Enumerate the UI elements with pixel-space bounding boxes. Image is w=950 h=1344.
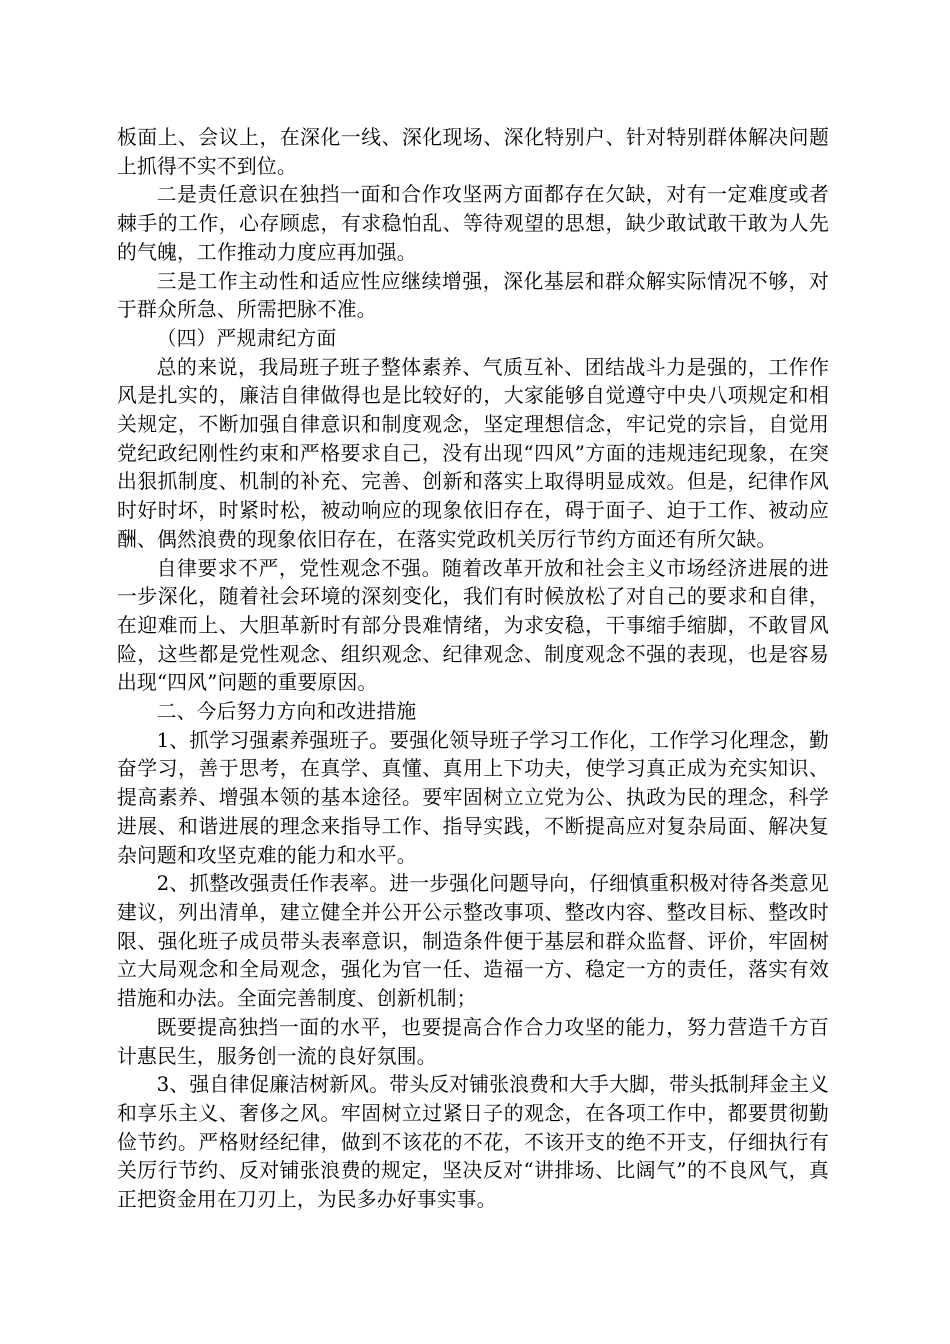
paragraph-measure-1: 1、抓学习强素养强班子。要强化领导班子学习工作化，工作学习化理念，勤奋学习，善于思考，在真学、真懂、真用上下功夫，使学习真正成为充实知识、提高素养、增强本领的基本途径。要牢固树立立党为公、执政为民的理念，科学进展、和谐进展的理念来指导工作、指导实践，不断提高应对复杂局面、解决复杂问题和攻坚克难的能力和水平。 xyxy=(117,728,829,867)
paragraph-cooperation: 既要提高独挡一面的水平，也要提高合作合力攻坚的能力，努力营造千方百计惠民生，服务创一流的良好氛围。 xyxy=(117,1015,829,1068)
paragraph-measure-3: 3、强自律促廉洁树新风。带头反对铺张浪费和大手大脚，带头抵制拜金主义和享乐主义、奢侈之风。牢固树立过紧日子的观念，在各项工作中，都要贯彻勤俭节约。严格财经纪律，做到不该花的不花，不该开支的绝不开支，仔细执行有关厉行节约、反对铺张浪费的规定，坚决反对“讲排场、比阔气”的不良风气，真正把资金用在刀刃上，为民多办好事实事。 xyxy=(117,1073,829,1212)
paragraph-self-discipline: 自律要求不严，党性观念不强。随着改革开放和社会主义市场经济进展的进一步深化，随着社会环境的深刻变化，我们有时候放松了对自己的要求和自律，在迎难而上、大胆革新时有部分畏难情绪，为求安稳，干事缩手缩脚，不敢冒风险，这些都是党性观念、组织观念、纪律观念、制度观念不强的表现，也是容易出现“四风”问题的重要原因。 xyxy=(117,556,829,695)
paragraph-measure-2: 2、抓整改强责任作表率。进一步强化问题导向，仔细慎重积极对待各类意见建议，列出清单，建立健全并公开公示整改事项、整改内容、整改目标、整改时限、强化班子成员带头表率意识，制造条件便于基层和群众监督、评价，牢固树立大局观念和全局观念，强化为官一任、造福一方、稳定一方的责任，落实有效措施和办法。全面完善制度、创新机制； xyxy=(117,872,829,1011)
paragraph-responsibility: 二是责任意识在独挡一面和合作攻坚两方面都存在欠缺，对有一定难度或者棘手的工作，心存顾虑，有求稳怕乱、等待观望的思想，缺少敢试敢干敢为人先的气魄，工作推动力度应再加强。 xyxy=(117,183,829,264)
paragraph-continuation: 板面上、会议上，在深化一线、深化现场、深化特别户、针对特别群体解决问题上抓得不实不到位。 xyxy=(117,126,829,178)
paragraph-overall: 总的来说，我局班子班子整体素养、气质互补、团结战斗力是强的，工作作风是扎实的，廉洁自律做得也是比较好的，大家能够自觉遵守中央八项规定和相关规定，不断加强自律意识和制度观念，坚定理想信念，牢记党的宗旨，自觉用党纪政纪刚性约束和严格要求自己，没有出现“四风”方面的违规违纪现象，在突出狠抓制度、机制的补充、完善、创新和落实上取得明显成效。但是，纪律作风时好时坏，时紧时松，被动响应的现象依旧存在，碍于面子、迫于工作、被动应酬、偶然浪费的现象依旧存在，在落实党政机关厉行节约方面还有所欠缺。 xyxy=(117,355,829,551)
section-heading-discipline: （四）严规肃纪方面 xyxy=(156,326,337,350)
document-body xyxy=(117,124,829,1215)
section-heading-measures: 二、今后努力方向和改进措施 xyxy=(156,700,417,724)
paragraph-initiative: 三是工作主动性和适应性应继续增强，深化基层和群众解实际情况不够，对于群众所急、所需把脉不准。 xyxy=(117,269,829,322)
